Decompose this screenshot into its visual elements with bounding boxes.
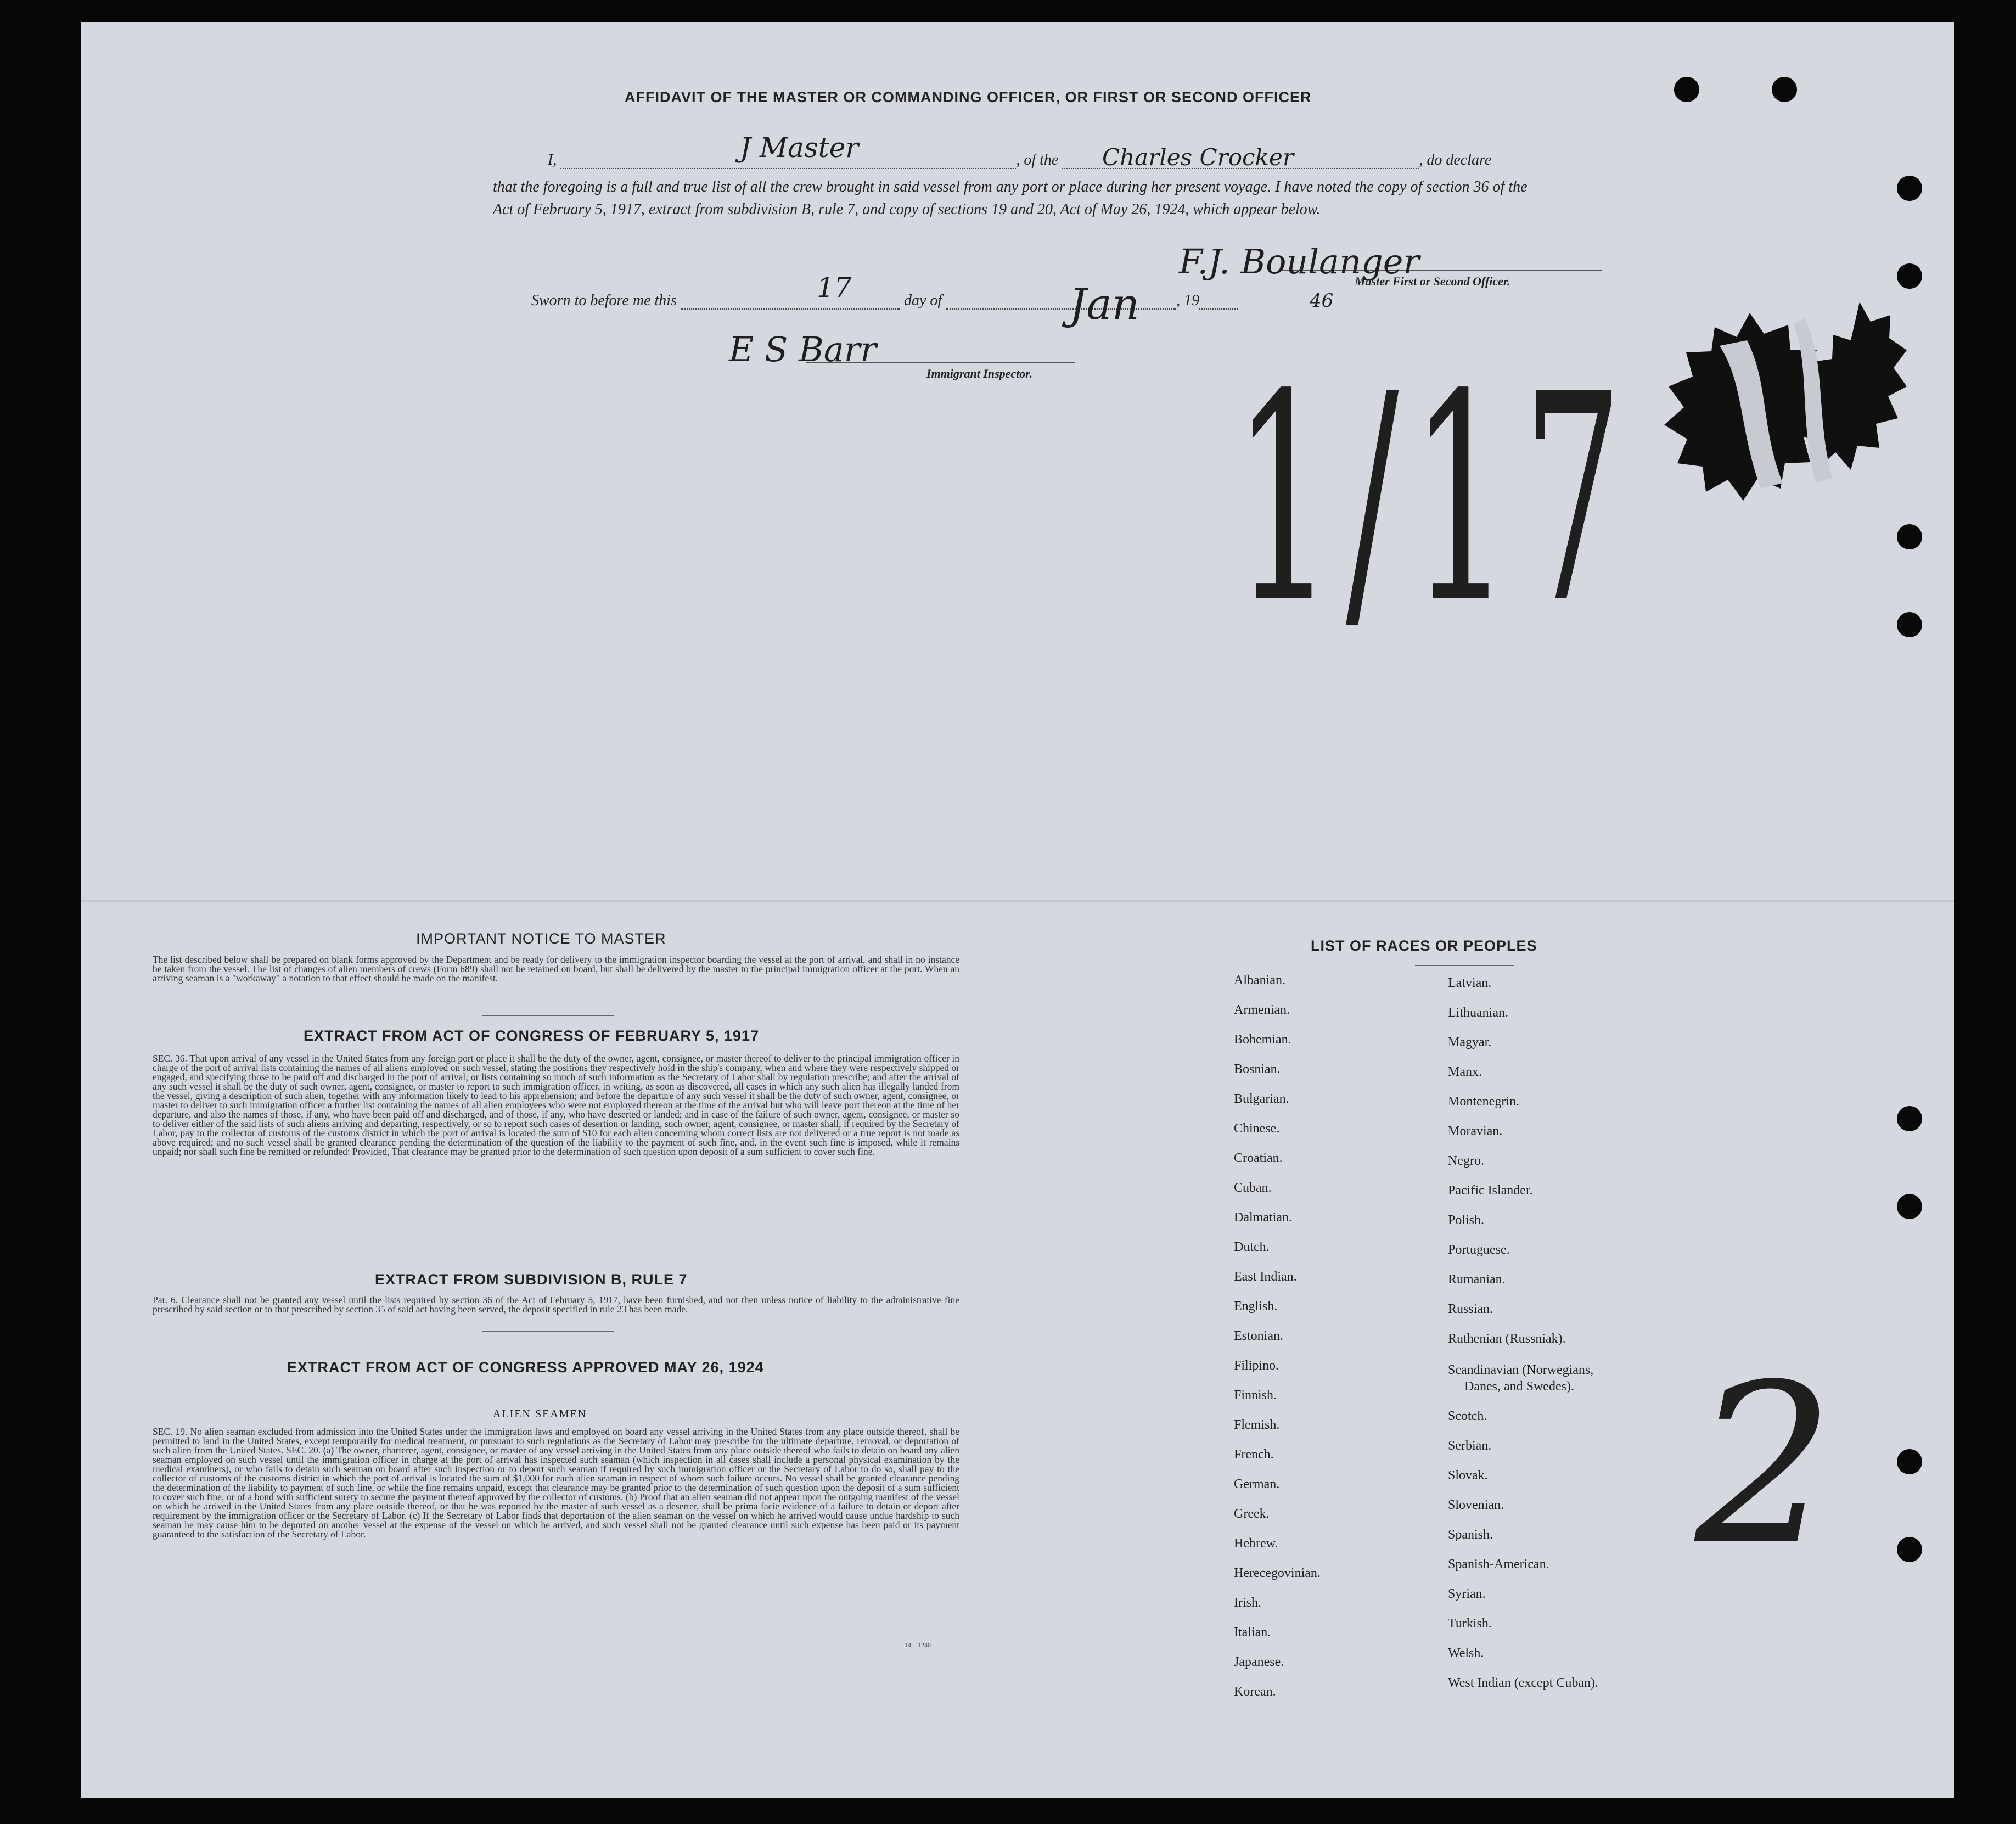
race-item: Welsh. [1448, 1646, 1484, 1660]
race-item: Syrian. [1448, 1587, 1486, 1601]
race-item: Pacific Islander. [1448, 1183, 1533, 1198]
race-item: Magyar. [1448, 1035, 1492, 1049]
affidavit-body: that the foregoing is a full and true list of all the crew brought in said vessel from any port or place during her present voyage. I have noted the copy of section 36 of the Act of February 5, 1917, extract from subdivision B, rule 7, and copy of sections 19 and 20, Act of May 26, 1924, which appear below. [493, 178, 1528, 218]
extract-1917-title: EXTRACT FROM ACT OF CONGRESS OF FEBRUARY 5, 1917 [304, 1028, 760, 1044]
race-item: Hebrew. [1234, 1536, 1278, 1551]
inspector-signature: E S Barr [729, 329, 877, 369]
punch-hole [1897, 1194, 1922, 1219]
race-item: Korean. [1234, 1685, 1276, 1699]
race-item: French. [1234, 1447, 1274, 1462]
punch-hole [1897, 612, 1922, 637]
race-item: Dalmatian. [1234, 1210, 1292, 1225]
extract-1924-subtitle: ALIEN SEAMEN [493, 1408, 587, 1420]
race-item: West Indian (except Cuban). [1448, 1676, 1598, 1690]
race-item: Croatian. [1234, 1151, 1283, 1165]
extract-1924-text: SEC. 19. No alien seaman excluded from admission into the United States under the immigration laws and employed on board any vessel arriving in the United States from any place outside thereof, shall be permitted to land in the United States, except temporarily for medical treatment, or pursuant to such regulations as the Secretary of Labor may prescribe for the ultimate departure, removal, or deportation of such alien from the United States. SEC. 20. (a) The owner, charterer, agent, consignee, or master of any vessel arriving in the United States from any place outside thereof who fails to detain on board any alien seaman employed on such vessel until the immigration officer in charge at the port of arrival has inspected such seaman (which inspection in all cases shall include a personal physical examination by the medical examiners), or who fails to detain such seaman on board after such inspection or to deport such seaman if required by such immigration officer or the Secretary of Labor to do so, shall pay to the collector of customs of the customs district in which the port of arrival is located the sum of $1,000 for each alien seaman in respect of whom such failure occurs. No vessel shall be granted clearance pending the determination of the liability to payment of such fine, or while the fine remains unpaid, except that clearance may be granted prior to the determination of such question upon the deposit of a sum sufficient to cover such fine, or of a bond with sufficient surety to secure the payment thereof approved by the collector of customs. (b) Proof that an alien seaman did not appear upon the outgoing manifest of the vessel on which he arrived in the United States from any place outside thereof, or that he was reported by the master of such vessel as a deserter, shall be prima facie evidence of a failure to detain or deport after requirement by the immigration officer or the Secretary of Labor. (c) If the Secretary of Labor finds that deportation of the alien seaman on the vessel on which he arrived would cause undue hardship to such seaman he may cause him to be deported on another vessel at the expense of the vessel on which he arrived, and such vessel shall not be granted clearance until such expense has been paid or its payment guaranteed to the satisfaction of the Secretary of Labor. [153, 1426, 959, 1540]
divider [482, 1015, 614, 1016]
handwritten-year: 46 [1310, 290, 1334, 312]
form-number: 14—1240 [905, 1641, 931, 1649]
day-blank [681, 294, 900, 310]
handwritten-date-large: 1/17 [1234, 333, 1635, 666]
extract-1917-text: SEC. 36. That upon arrival of any vessel in the United States from any foreign port or place it shall be the duty of the owner, agent, consignee, or master thereof to deliver to the principal immigration officer in charge of the port of arrival lists containing the names of all aliens employed on such vessel, stating the positions they respectively hold in the ship's company, when and where they were respectively shipped or engaged, and specifying those to be paid off and discharged in the port of arrival; or lists containing so much of such information as the Secretary of Labor shall by regulation prescribe; and after the arrival of any such vessel it shall be the duty of such owner, agent, consignee, or master to report to such immigration officer, in writing, as soon as discovered, all cases in which any such alien has illegally landed from the vessel, giving a description of such alien, together with any information likely to lead to his apprehension; and before the departure of any such vessel it shall be the duty of such owner, agent, consignee, or master to deliver to such immigration officer a further list containing the names of all alien employees who were not employed thereon at the time of the arrival but who will leave port thereon at the time of her departure, and also the names of those, if any, who have been paid off and discharged, and of those, if any, who have deserted or landed; and in case of the failure of such owner, agent, consignee, or master so to deliver either of the said lists of such aliens arriving and departing, respectively, or so to report such cases of desertion or landing, such owner, agent, consignee, or master shall, if required by the Secretary of Labor, pay to the collector of customs of the customs district in which the port of arrival is located the sum of $10 for each alien concerning whom correct lists are not delivered or a true report is not made as above required; and no such vessel shall be granted clearance pending the determination of the question of the liability to the payment of such fine, and, in the event such fine is imposed, while it remains unpaid; nor shall such fine be remitted or refunded: Provided, That clearance may be granted prior to the determination of such question upon deposit of a sum sufficient to cover such fine. [153, 1053, 959, 1157]
race-item: Flemish. [1234, 1418, 1280, 1432]
handwritten-page-number: 2 [1695, 1338, 1835, 1593]
punch-hole [1897, 524, 1922, 549]
race-item: Dutch. [1234, 1240, 1270, 1254]
race-item: Montenegrin. [1448, 1095, 1519, 1109]
race-item: Polish. [1448, 1213, 1485, 1227]
race-item: Danes, and Swedes). [1464, 1379, 1574, 1394]
handwritten-day: 17 [817, 272, 852, 304]
race-item: German. [1234, 1477, 1280, 1491]
document-page [81, 22, 1954, 1798]
race-item: Italian. [1234, 1625, 1271, 1640]
rule7-title: EXTRACT FROM SUBDIVISION B, RULE 7 [375, 1271, 688, 1288]
race-item: Chinese. [1234, 1121, 1280, 1136]
race-item: Herecegovinian. [1234, 1566, 1321, 1580]
officer-signature: F.J. Boulanger [1179, 242, 1420, 282]
notice-text: The list described below shall be prepared on blank forms approved by the Department and be ready for delivery to the immigration inspector boarding the vessel at the port of arrival, and shall in no instance be taken from the vessel. The list of changes of alien members of crews (Form 689) shall not be retained on board, but shall be delivered by the master to the principal immigration officer at the port. When an arriving seaman is a "workaway" a notation to that effect should be made on the manifest. [153, 954, 959, 984]
race-item: Russian. [1448, 1302, 1493, 1316]
race-item: Serbian. [1448, 1439, 1492, 1453]
race-item: Greek. [1234, 1507, 1270, 1521]
punch-hole [1897, 176, 1922, 201]
race-item: Moravian. [1448, 1124, 1503, 1138]
race-item: Bosnian. [1234, 1062, 1281, 1076]
races-title: LIST OF RACES OR PEOPLES [1311, 938, 1537, 954]
handwritten-name: J Master [740, 132, 859, 164]
punch-hole [1897, 1449, 1922, 1474]
race-item: Spanish-American. [1448, 1557, 1549, 1572]
rule7-text: Par. 6. Clearance shall not be granted any vessel until the lists required by section 36 of the Act of February 5, 1917, have been furnished, and not then unless notice of liability to the administrative fine prescribed by said section or to that prescribed by section 35 of said act having been served, the deposit specified in rule 23 has been made. [153, 1294, 959, 1315]
race-item: Bulgarian. [1234, 1092, 1289, 1106]
race-item: Cuban. [1234, 1181, 1272, 1195]
inspector-caption: Immigrant Inspector. [926, 367, 1033, 380]
race-item: Armenian. [1234, 1003, 1290, 1017]
race-item: Irish. [1234, 1596, 1261, 1610]
race-item: Finnish. [1234, 1388, 1277, 1402]
year-blank [1199, 294, 1238, 310]
notice-title: IMPORTANT NOTICE TO MASTER [416, 930, 666, 947]
handwritten-vessel: Charles Crocker [1102, 144, 1294, 171]
affidavit-line1 [548, 151, 1602, 169]
punch-hole [1772, 77, 1797, 102]
race-item: Scotch. [1448, 1409, 1487, 1423]
race-item: Spanish. [1448, 1528, 1493, 1542]
sworn-label: Sworn to before me this [531, 292, 677, 309]
race-item: Filipino. [1234, 1359, 1279, 1373]
race-item: Slovak. [1448, 1468, 1488, 1483]
race-item: Rumanian. [1448, 1272, 1506, 1287]
day-label: day of [903, 292, 942, 309]
punch-hole [1897, 1537, 1922, 1562]
race-item: East Indian. [1234, 1270, 1297, 1284]
vessel-label: , of the [1016, 151, 1059, 169]
punch-hole [1897, 263, 1922, 289]
race-item: Latvian. [1448, 976, 1492, 990]
race-item: Slovenian. [1448, 1498, 1504, 1512]
race-item: Ruthenian (Russniak). [1448, 1332, 1566, 1346]
race-item: Negro. [1448, 1154, 1484, 1168]
race-item: Bohemian. [1234, 1032, 1291, 1047]
handwritten-month: Jan [1069, 280, 1140, 329]
year-label: , 19 [1176, 292, 1200, 309]
race-item: English. [1234, 1299, 1278, 1314]
wax-seal-right [1794, 296, 1909, 494]
divider [1415, 965, 1514, 966]
declare-label: , do declare [1419, 151, 1492, 169]
race-item: Estonian. [1234, 1329, 1283, 1343]
punch-hole [1897, 1106, 1922, 1131]
race-item: Albanian. [1234, 973, 1285, 987]
officer-caption: Master First or Second Officer. [1355, 274, 1510, 288]
race-item: Lithuanian. [1448, 1006, 1508, 1020]
affidavit-title: AFFIDAVIT OF THE MASTER OR COMMANDING OFFICER, OR FIRST OR SECOND OFFICER [625, 89, 1312, 105]
race-item: Manx. [1448, 1065, 1482, 1079]
race-item: Portuguese. [1448, 1243, 1510, 1257]
declarant-label: I, [548, 151, 557, 169]
fold-line [81, 900, 1954, 902]
race-item: Japanese. [1234, 1655, 1284, 1669]
race-item: Scandinavian (Norwegians, [1448, 1363, 1594, 1377]
month-blank [946, 294, 1176, 310]
extract-1924-title: EXTRACT FROM ACT OF CONGRESS APPROVED MAY 26, 1924 [287, 1359, 764, 1376]
divider [482, 1331, 614, 1332]
race-item: Turkish. [1448, 1617, 1492, 1631]
punch-hole [1674, 77, 1699, 102]
